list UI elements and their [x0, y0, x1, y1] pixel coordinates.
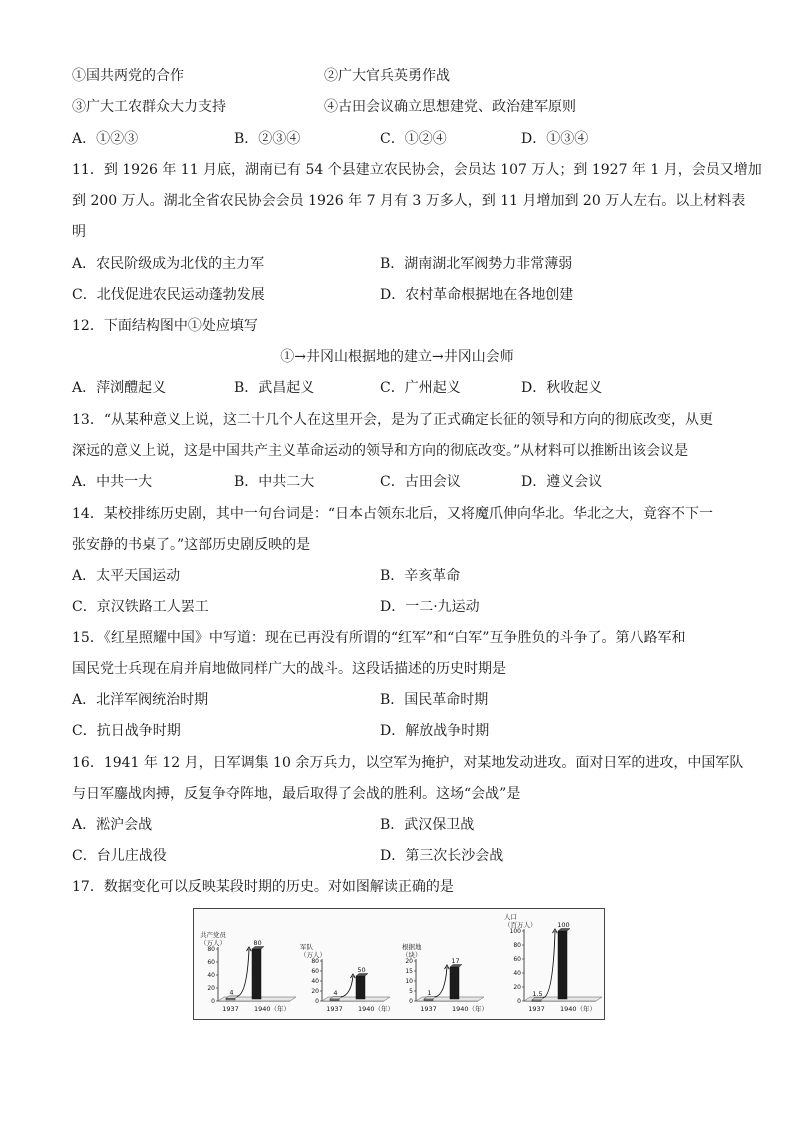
option-c[interactable]: C．京汉铁路工人罢工: [72, 599, 209, 615]
q12-structure-diagram: ①→井冈山根据地的建立→井冈山会师: [280, 349, 514, 365]
growth-arrow: [341, 976, 353, 997]
y-tick-label: 80: [207, 946, 215, 954]
option-d[interactable]: D．第三次长沙会战: [380, 848, 504, 864]
bar-charts-svg: [194, 909, 603, 1018]
option-a[interactable]: A．北洋军阀统治时期: [72, 692, 209, 708]
y-tick-label: 0: [409, 998, 413, 1006]
data-label: 1.5: [532, 989, 543, 998]
bar: [356, 976, 365, 999]
bar: [450, 967, 459, 999]
option-d[interactable]: D．秋收起义: [521, 380, 603, 396]
data-label: 80: [253, 939, 262, 947]
x-tick-label: 1940（年）: [358, 1005, 395, 1013]
option-b[interactable]: B．辛亥革命: [380, 568, 461, 584]
data-label: 100: [557, 921, 570, 929]
bar: [424, 999, 433, 1001]
q15-stem-line2: 国民党士兵现在肩并肩地做同样广大的战斗。这段话描述的历史时期是: [72, 661, 506, 677]
y-axis-label: 共产党员: [200, 931, 226, 939]
y-tick-label: 60: [311, 968, 319, 976]
y-tick-label: 60: [207, 959, 215, 967]
x-tick-label: 1937: [528, 1005, 545, 1013]
y-tick-label: 20: [405, 958, 413, 966]
option-c[interactable]: C．广州起义: [380, 380, 461, 396]
option-d[interactable]: D．农村革命根据地在各地创建: [380, 287, 574, 303]
option-d[interactable]: D．遵义会议: [521, 474, 603, 490]
option-d[interactable]: D．一二·九运动: [380, 599, 480, 615]
option-a[interactable]: A．中共一大: [72, 474, 153, 490]
q15-stem-line1: 15．《红星照耀中国》中写道：现在已再没有所谓的“红军”和“白军”互争胜负的斗争了。第八路军和: [72, 630, 686, 646]
y-tick-label: 100: [509, 928, 521, 936]
y-tick-label: 40: [207, 972, 215, 980]
statement-3: ③广大工农群众大力支持: [72, 99, 226, 115]
option-b[interactable]: B．国民革命时期: [380, 692, 489, 708]
q11-stem-line3: 明: [72, 224, 86, 240]
option-c[interactable]: C．①②④: [380, 131, 447, 147]
option-a[interactable]: A．淞沪会战: [72, 817, 153, 833]
data-label: 4: [333, 989, 338, 997]
y-axis-label: 军队: [300, 943, 313, 951]
option-b[interactable]: B．湖南湖北军阀势力非常薄弱: [380, 256, 573, 272]
option-c[interactable]: C．北伐促进农民运动蓬勃发展: [72, 287, 265, 303]
y-tick-label: 0: [211, 998, 215, 1006]
data-label: 17: [451, 957, 460, 965]
y-tick-label: 5: [409, 988, 413, 996]
q16-stem-line1: 16．1941 年 12 月，日军调集 10 余万兵力，以空军为掩护，对某地发动进攻。面对日军的进攻，中国军队: [72, 755, 744, 771]
y-axis-unit: （百万人）: [504, 921, 537, 929]
data-label: 4: [229, 988, 234, 997]
option-a[interactable]: A．①②③: [72, 131, 139, 147]
option-a[interactable]: A．农民阶级成为北伐的主力军: [72, 256, 265, 272]
y-tick-label: 0: [315, 998, 319, 1006]
q11-stem-line1: 11．到 1926 年 11 月底，湖南已有 54 个县建立农民协会，会员达 107 万人；到 1927 年 1 月，会员又增加: [72, 162, 762, 178]
option-b[interactable]: B．②③④: [234, 131, 301, 147]
y-tick-label: 80: [513, 942, 521, 950]
statement-1: ①国共两党的合作: [72, 68, 184, 84]
statistics-chart-panel: [193, 908, 605, 1020]
y-axis-unit: （万人）: [200, 939, 226, 947]
option-c[interactable]: C．古田会议: [380, 474, 461, 490]
growth-arrow: [237, 949, 249, 996]
y-tick-label: 40: [311, 978, 319, 986]
bar: [252, 949, 261, 999]
y-tick-label: 15: [405, 968, 413, 976]
x-tick-label: 1937: [420, 1005, 437, 1013]
option-a[interactable]: A．萍浏醴起义: [72, 380, 167, 396]
bar: [330, 999, 339, 1001]
y-tick-label: 0: [517, 998, 521, 1006]
q13-stem-line2: 深远的意义上说，这是中国共产主义革命运动的领导和方向的彻底改变。”从材料可以推断出该会议是: [72, 443, 689, 459]
q14-stem-line1: 14．某校排练历史剧，其中一句台词是：“日本占领东北后，又将魔爪伸向华北。华北之大，竟容不下一: [72, 506, 713, 522]
option-b[interactable]: B．武汉保卫战: [380, 817, 475, 833]
y-axis-unit: （块）: [402, 951, 422, 959]
q12-stem: 12．下面结构图中①处应填写: [72, 318, 258, 334]
bar: [532, 1000, 541, 1002]
option-c[interactable]: C．台儿庄战役: [72, 848, 167, 864]
statement-4: ④古田会议确立思想建党、政治建军原则: [324, 99, 576, 115]
y-tick-label: 20: [207, 985, 215, 993]
option-d[interactable]: D．解放战争时期: [380, 723, 490, 739]
q17-stem: 17．数据变化可以反映某段时期的历史。对如图解读正确的是: [72, 879, 454, 895]
q13-stem-line1: 13．“从某种意义上说，这二十几个人在这里开会，是为了正式确定长征的领导和方向的彻底改变，从更: [72, 412, 713, 428]
bar: [558, 931, 567, 999]
y-tick-label: 60: [513, 956, 521, 964]
growth-arrow: [435, 967, 447, 997]
q16-stem-line2: 与日军鏖战肉搏，反复争夺阵地，最后取得了会战的胜利。这场“会战”是: [72, 786, 521, 802]
x-tick-label: 1940（年）: [560, 1005, 597, 1013]
q11-stem-line2: 到 200 万人。湖北全省农民协会会员 1926 年 7 月有 3 万多人，到 11 月增加到 20 万人左右。以上材料表: [72, 193, 746, 209]
option-b[interactable]: B．武昌起义: [234, 380, 315, 396]
x-tick-label: 1940（年）: [254, 1005, 291, 1013]
x-tick-label: 1937: [222, 1005, 239, 1013]
y-axis-unit: （万人）: [300, 951, 326, 959]
bar: [226, 998, 235, 1000]
y-tick-label: 80: [311, 958, 319, 966]
option-d[interactable]: D．①③④: [521, 131, 589, 147]
q14-stem-line2: 张安静的书桌了。”这部历史剧反映的是: [72, 537, 311, 553]
statement-2: ②广大官兵英勇作战: [324, 68, 450, 84]
option-c[interactable]: C．抗日战争时期: [72, 723, 181, 739]
x-tick-label: 1937: [326, 1005, 343, 1013]
data-label: 50: [357, 966, 366, 974]
option-b[interactable]: B．中共二大: [234, 474, 315, 490]
y-axis-label: 人口: [504, 913, 517, 921]
y-axis-label: 根据地: [402, 943, 422, 951]
x-tick-label: 1940（年）: [452, 1005, 489, 1013]
data-label: 1: [427, 989, 432, 997]
y-tick-label: 20: [311, 988, 319, 996]
y-tick-label: 20: [513, 984, 521, 992]
y-tick-label: 40: [513, 970, 521, 978]
y-tick-label: 10: [405, 978, 413, 986]
growth-arrow: [543, 931, 555, 998]
option-a[interactable]: A．太平天国运动: [72, 568, 181, 584]
